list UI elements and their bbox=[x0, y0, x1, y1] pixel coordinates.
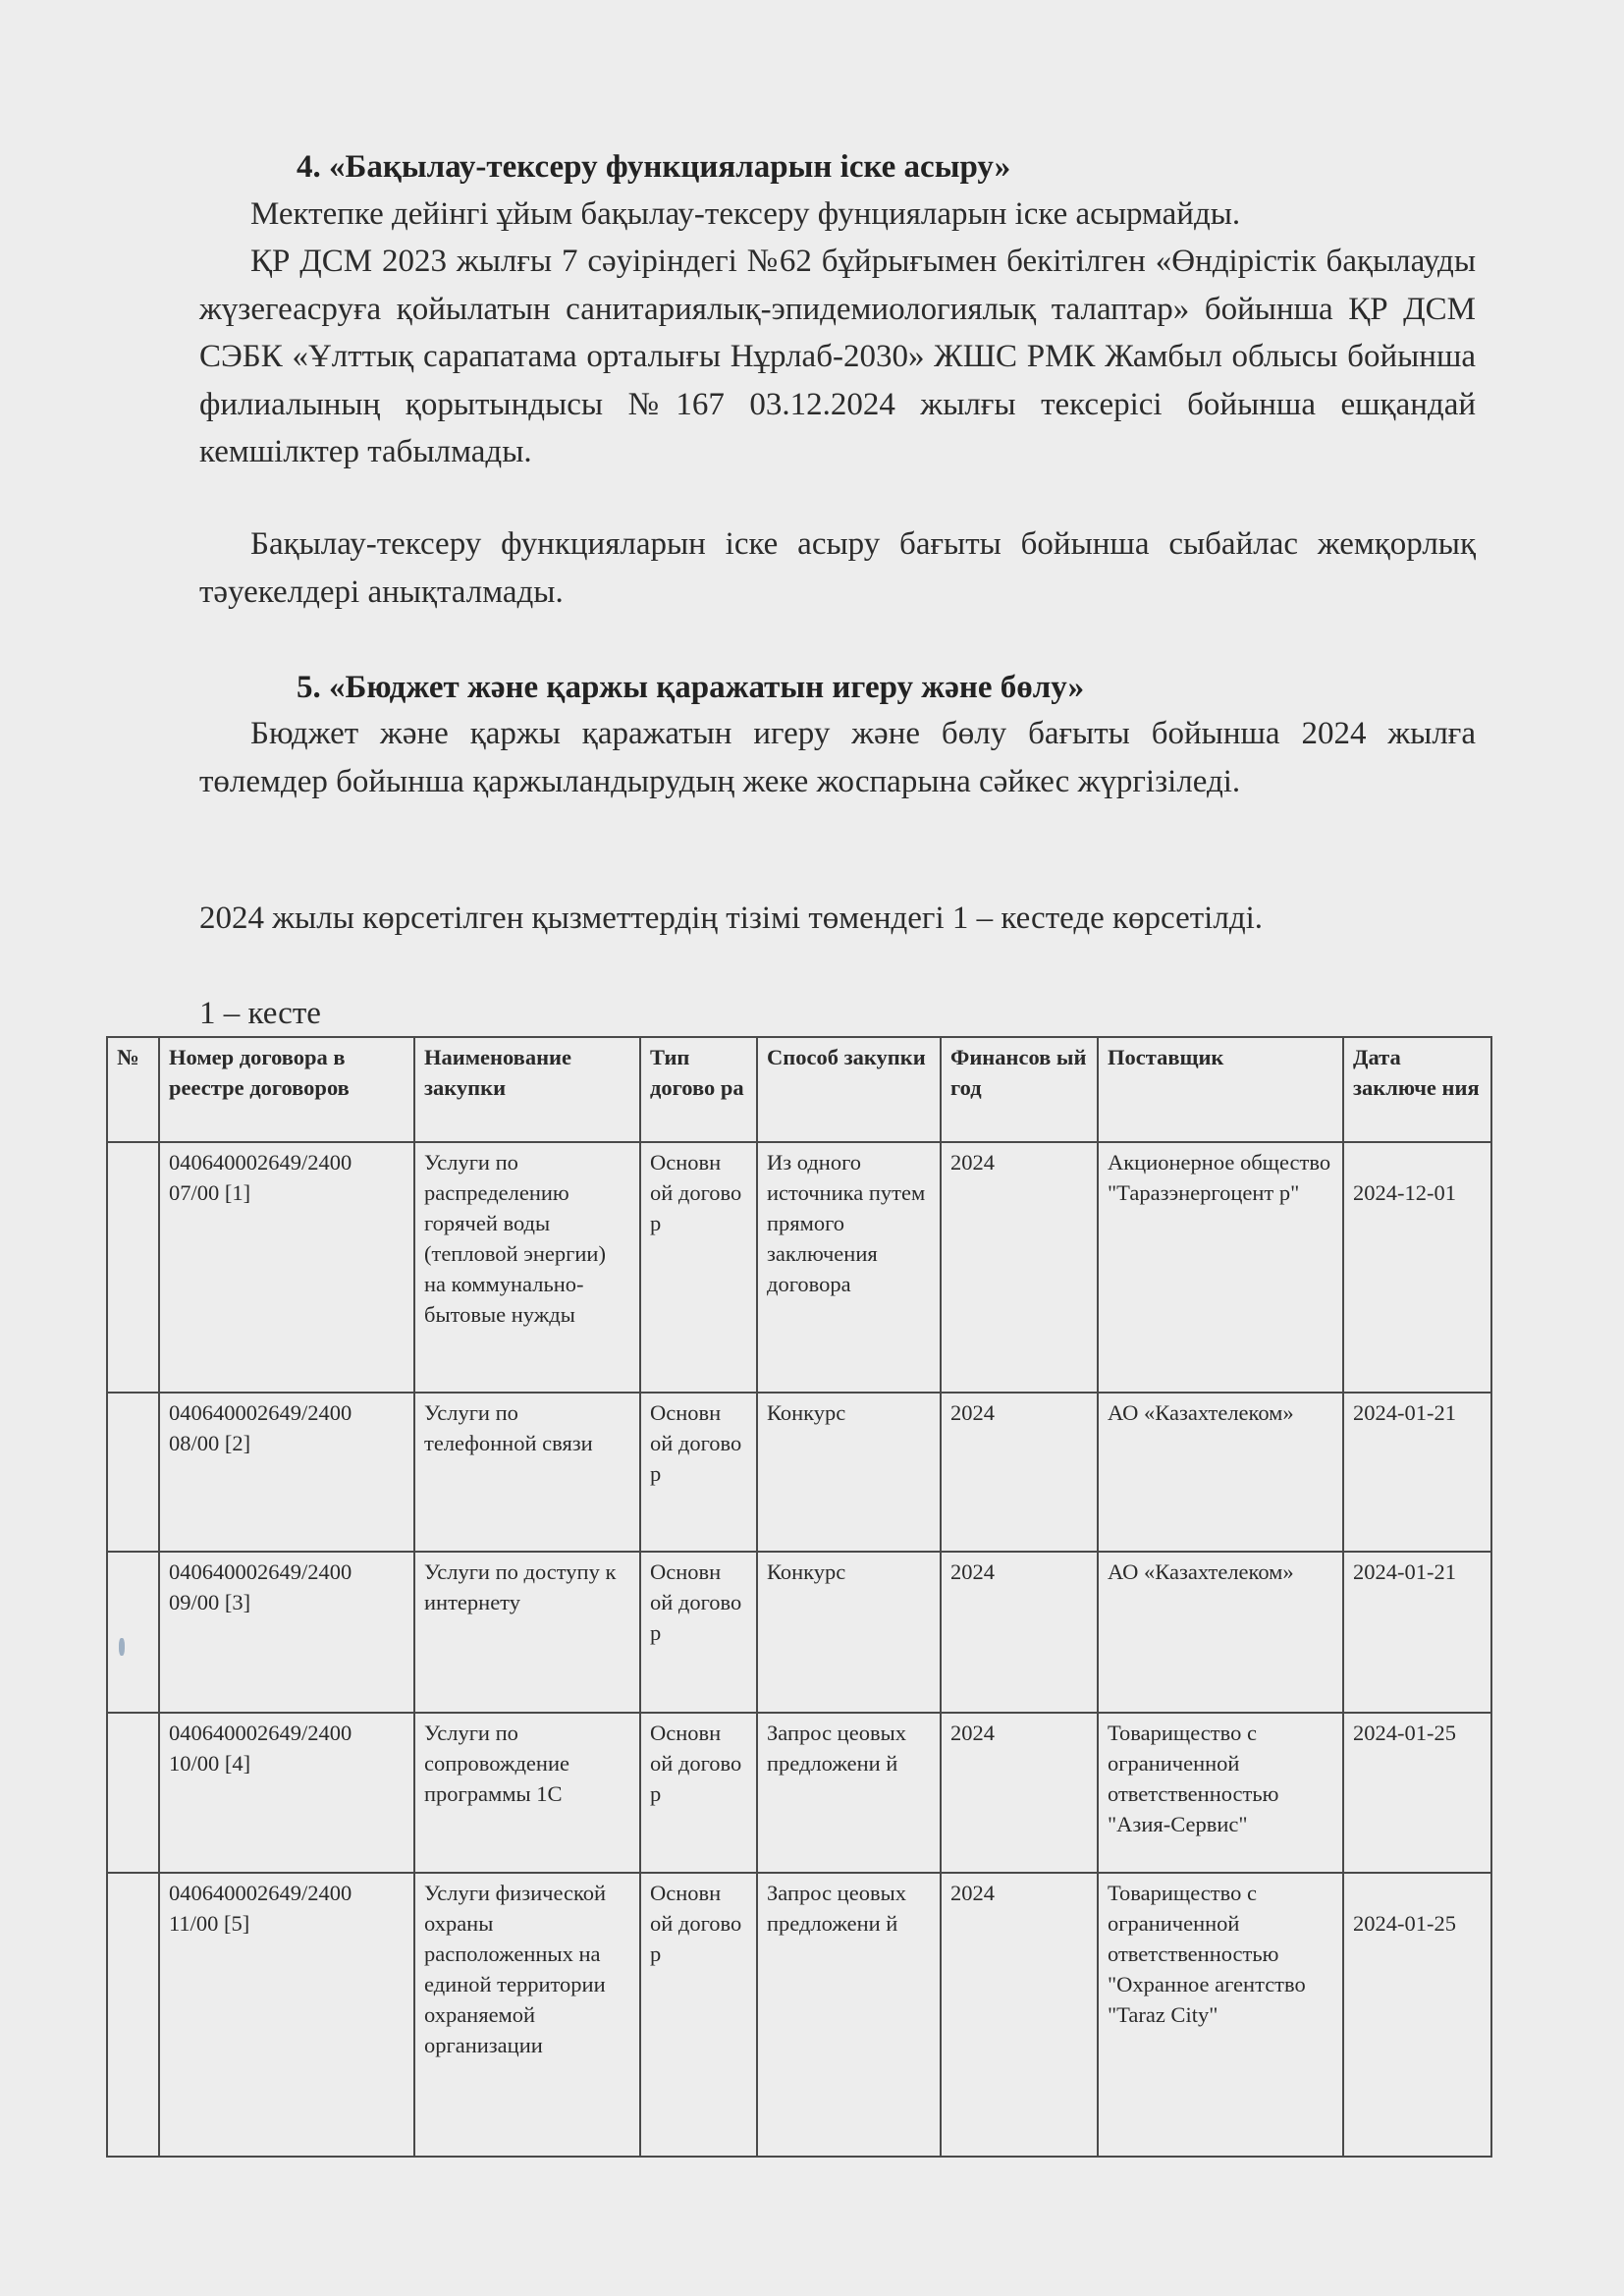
table-row bbox=[107, 1393, 1491, 1552]
cell-financial-year: 2024 bbox=[941, 1873, 1098, 2157]
cell-contract-type: Основн ой догово р bbox=[640, 1393, 757, 1552]
cell-purchase-name: Услуги по сопровождение программы 1С bbox=[414, 1713, 640, 1873]
table-row bbox=[107, 1552, 1491, 1713]
header-purchase-name: Наименование закупки bbox=[414, 1037, 640, 1142]
cell-supplier: Товарищество с ограниченной ответственностью "Азия-Сервис" bbox=[1098, 1713, 1343, 1873]
section-4-paragraph-3: Бақылау-тексеру функцияларын іске асыру бағыты бойынша сыбайлас жемқорлық тәуекелдері анықталмады. bbox=[199, 526, 1476, 610]
header-contract-type: Тип догово ра bbox=[640, 1037, 757, 1142]
cell-number bbox=[107, 1873, 159, 2157]
header-supplier: Поставщик bbox=[1098, 1037, 1343, 1142]
cell-contract-type: Основн ой догово р bbox=[640, 1873, 757, 2157]
cell-contract-number: 040640002649/2400 10/00 [4] bbox=[159, 1713, 414, 1873]
cell-supplier: АО «Казахтелеком» bbox=[1098, 1552, 1343, 1713]
cell-purchase-method: Конкурс bbox=[757, 1393, 941, 1552]
cell-financial-year: 2024 bbox=[941, 1142, 1098, 1393]
cell-contract-type: Основн ой догово р bbox=[640, 1713, 757, 1873]
cell-contract-number: 040640002649/2400 07/00 [1] bbox=[159, 1142, 414, 1393]
cell-purchase-name: Услуги по доступу к интернету bbox=[414, 1552, 640, 1713]
cell-supplier: Акционерное общество "Таразэнергоцент р" bbox=[1098, 1142, 1343, 1393]
cell-financial-year: 2024 bbox=[941, 1393, 1098, 1552]
cell-purchase-name: Услуги физической охраны расположенных на единой территории охраняемой организации bbox=[414, 1873, 640, 2157]
table-row bbox=[107, 1713, 1491, 1873]
cell-contract-type: Основн ой догово р bbox=[640, 1142, 757, 1393]
cell-purchase-name: Услуги по распределению горячей воды (тепловой энергии) на коммунально-бытовые нужды bbox=[414, 1142, 640, 1393]
table-caption: 1 – кесте bbox=[199, 996, 321, 1031]
cell-conclusion-date: 2024-12-01 bbox=[1343, 1142, 1491, 1393]
cell-conclusion-date: 2024-01-21 bbox=[1343, 1393, 1491, 1552]
section-4-heading: 4. «Бақылау-тексеру функцияларын іске асыру» bbox=[297, 149, 1011, 185]
section-4-paragraph-2: ҚР ДСМ 2023 жылғы 7 сәуіріндегі №62 бұйрығымен бекітілген «Өндірістік бақылауды жүзегеасруға қойылатын санитариялық-эпидемиологиялық талаптар» бойынша ҚР ДСМ СЭБК «Ұлттық сарапатама орталығы Нұрлаб-2030» ЖШС РМК Жамбыл облысы бойынша филиалының қорытындысы №167 03.12.2024 жылғы тексерісі бойынша ешқандай кемшілктер табылмады. bbox=[199, 244, 1476, 469]
cell-purchase-method: Запрос цеовых предложени й bbox=[757, 1713, 941, 1873]
table-row bbox=[107, 1873, 1491, 2157]
header-conclusion-date: Дата заключе ния bbox=[1343, 1037, 1491, 1142]
cell-purchase-name: Услуги по телефонной связи bbox=[414, 1393, 640, 1552]
cell-contract-type: Основн ой догово р bbox=[640, 1552, 757, 1713]
scan-speck bbox=[119, 1638, 125, 1656]
cell-purchase-method: Из одного источника путем прямого заключения договора bbox=[757, 1142, 941, 1393]
cell-financial-year: 2024 bbox=[941, 1552, 1098, 1713]
table-intro-text: 2024 жылы көрсетілген қызметтердің тізімі төмендегі 1 – кестеде көрсетілді. bbox=[199, 901, 1264, 936]
cell-number bbox=[107, 1552, 159, 1713]
section-5-paragraph-1: Бюджет және қаржы қаражатын игеру және бөлу бағыты бойынша 2024 жылға төлемдер бойынша қаржыландырудың жеке жоспарына сәйкес жүргізіледі. bbox=[199, 716, 1476, 799]
contracts-table bbox=[106, 1036, 1492, 2158]
cell-supplier: Товарищество с ограниченной ответственностью "Охранное агентство "Taraz City" bbox=[1098, 1873, 1343, 2157]
cell-conclusion-date: 2024-01-21 bbox=[1343, 1552, 1491, 1713]
cell-purchase-method: Конкурс bbox=[757, 1552, 941, 1713]
cell-number bbox=[107, 1142, 159, 1393]
table-row bbox=[107, 1142, 1491, 1393]
cell-number bbox=[107, 1713, 159, 1873]
header-contract-number: Номер договора в реестре договоров bbox=[159, 1037, 414, 1142]
cell-conclusion-date: 2024-01-25 bbox=[1343, 1873, 1491, 2157]
cell-financial-year: 2024 bbox=[941, 1713, 1098, 1873]
cell-contract-number: 040640002649/2400 11/00 [5] bbox=[159, 1873, 414, 2157]
cell-number bbox=[107, 1393, 159, 1552]
cell-conclusion-date: 2024-01-25 bbox=[1343, 1713, 1491, 1873]
header-purchase-method: Способ закупки bbox=[757, 1037, 941, 1142]
cell-contract-number: 040640002649/2400 08/00 [2] bbox=[159, 1393, 414, 1552]
header-number: № bbox=[107, 1037, 159, 1142]
cell-purchase-method: Запрос цеовых предложени й bbox=[757, 1873, 941, 2157]
section-4-paragraph-1: Мектепке дейінгі ұйым бақылау-тексеру фунцияларын іске асырмайды. bbox=[250, 196, 1241, 232]
cell-contract-number: 040640002649/2400 09/00 [3] bbox=[159, 1552, 414, 1713]
header-financial-year: Финансов ый год bbox=[941, 1037, 1098, 1142]
table-header-row bbox=[107, 1037, 1491, 1142]
cell-supplier: АО «Казахтелеком» bbox=[1098, 1393, 1343, 1552]
section-5-heading: 5. «Бюджет және қаржы қаражатын игеру және бөлу» bbox=[297, 670, 1085, 705]
